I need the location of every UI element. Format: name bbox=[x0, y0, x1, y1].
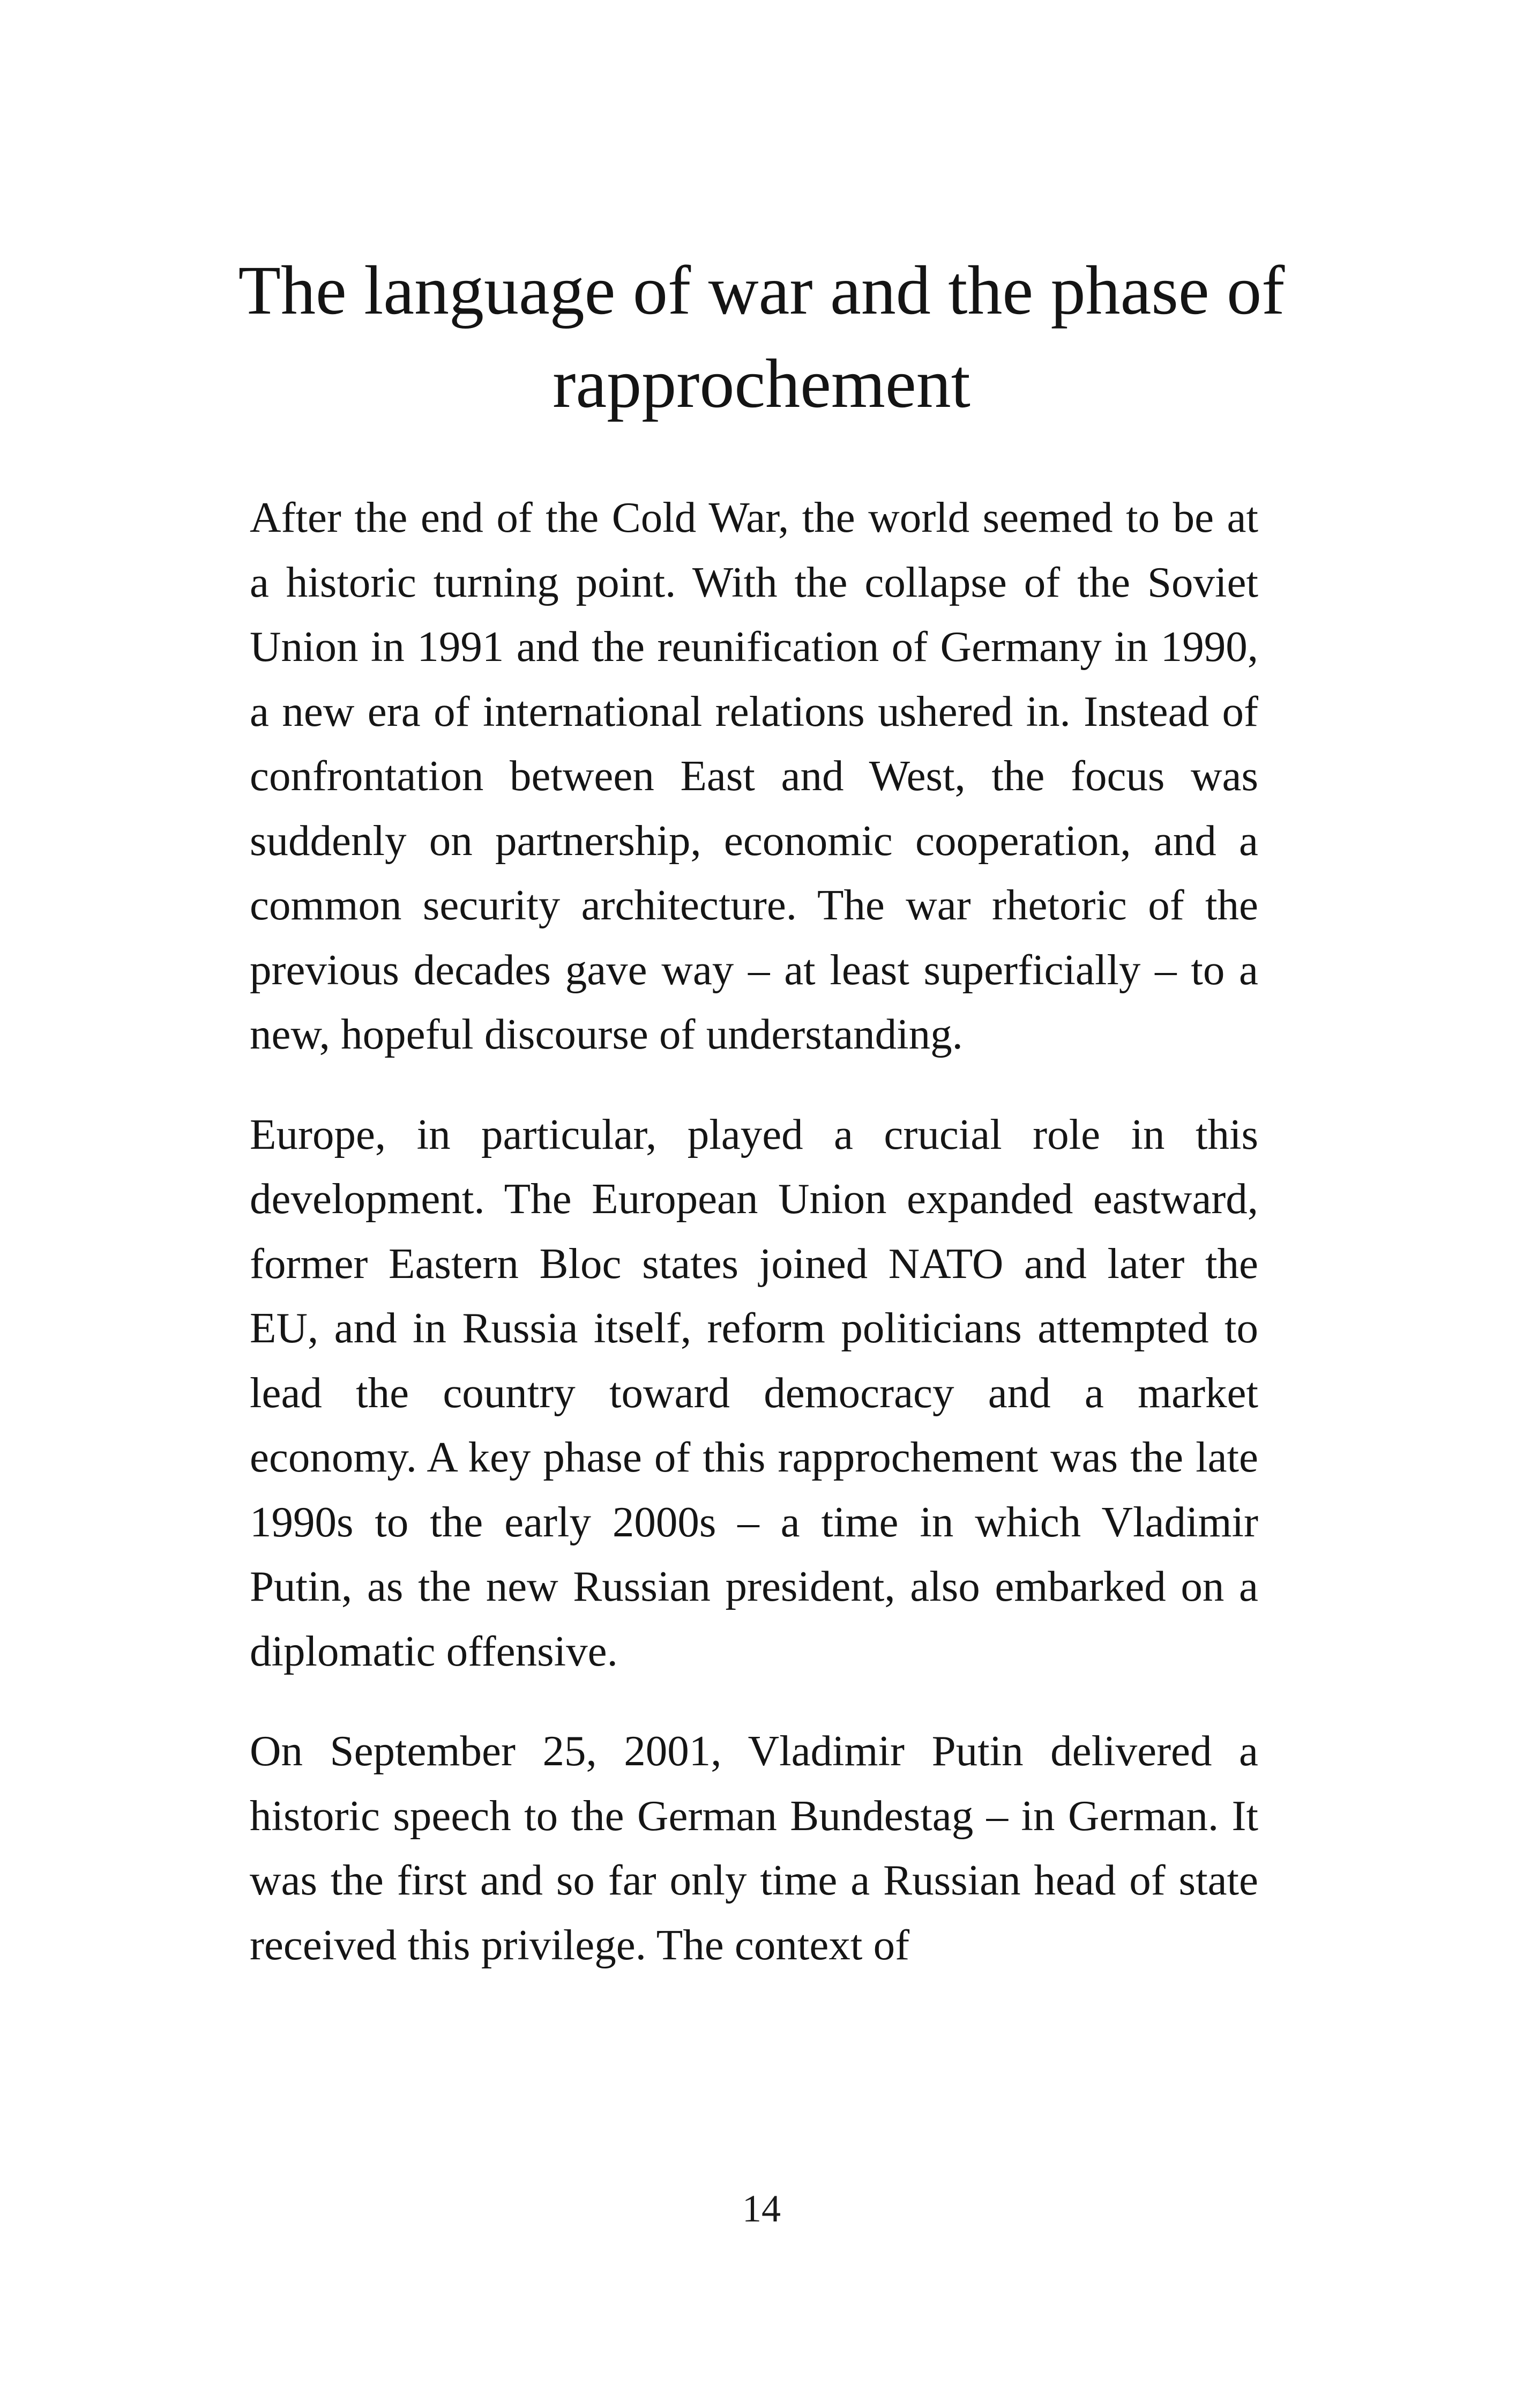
paragraph-3: On September 25, 2001, Vladimir Putin delivered a historic speech to the German Bundestag – in German. It was the first and so far only time a Russian head of state received this privilege. The context of bbox=[250, 1727, 1258, 1969]
chapter-title: The language of war and the phase of rapprochement bbox=[238, 252, 1285, 422]
paragraph-2: Europe, in particular, played a crucial role in this development. The European Union expanded eastward, former Eastern Bloc states joined NATO and later the EU, and in Russia itself, reform politicians attempted to lead the country toward democracy and a market economy. A key phase of this rapprochement was the late 1990s to the early 2000s – a time in which Vladimir Putin, as the new Russian president, also embarked on a diplomatic offensive. bbox=[250, 1110, 1258, 1675]
body-text bbox=[250, 485, 1258, 2012]
page-number: 14 bbox=[742, 2187, 781, 2230]
paragraph-1: After the end of the Cold War, the world seemed to be at a historic turning point. With the collapse of the Soviet Union in 1991 and the reunification of Germany in 1990, a new era of international relations ushered in. Instead of confrontation between East and West, the focus was suddenly on partnership, economic cooperation, and a common security architecture. The war rhetoric of the previous decades gave way – at least superficially – to a new, hopeful discourse of understanding. bbox=[250, 493, 1258, 1058]
